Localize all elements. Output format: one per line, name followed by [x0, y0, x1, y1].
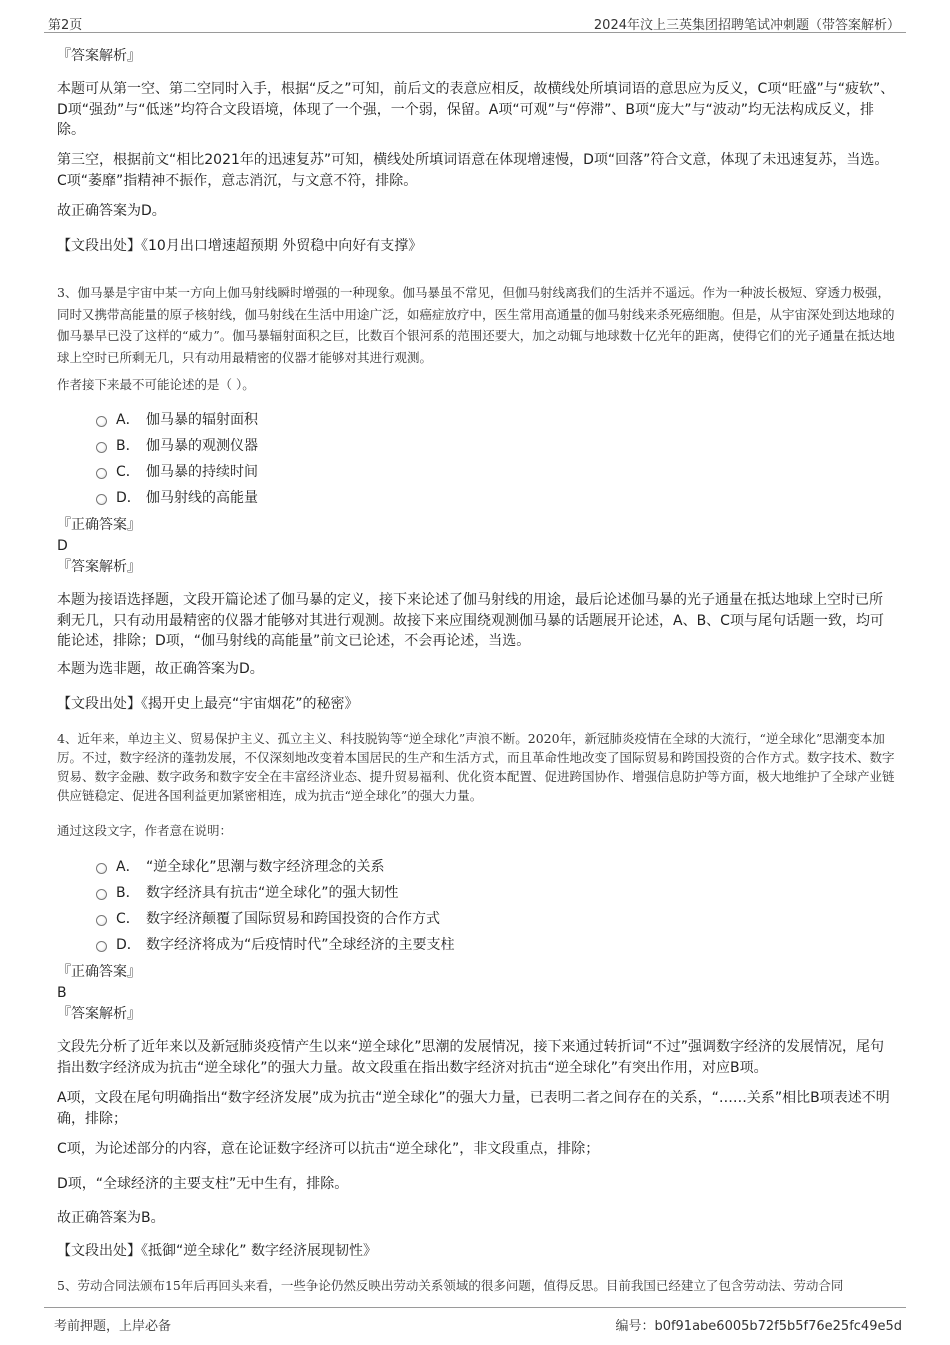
option-c[interactable]: C． 数字经济颠覆了国际贸易和跨国投资的合作方式 — [96, 909, 440, 929]
analysis-paragraph: A项，文段在尾句明确指出“数字经济发展”成为抗击“逆全球化”的强大力量，已表明二者之间存在的关系，“……关系”相比B项表述不明确，排除； — [57, 1090, 890, 1127]
question-prompt: 作者接下来最不可能论述的是（ ）。 — [57, 377, 255, 392]
question-stem: 5、劳动合同法颁布15年后再回头来看，一些争论仍然反映出劳动关系领域的很多问题，值得反思。目前我国已经建立了包含劳动法、劳动合同 — [57, 1278, 844, 1293]
source-citation: 【文段出处】《10月出口增速超预期 外贸稳中向好有支撑》 — [57, 238, 423, 254]
document-id: 编号：b0f91abe6005b72f5b5f76e25fc49e5d — [615, 1319, 902, 1334]
radio-button[interactable] — [96, 889, 107, 900]
correct-answer-label: 『正确答案』 — [57, 964, 141, 980]
radio-button[interactable] — [96, 442, 107, 453]
page-header — [44, 10, 906, 33]
option-a[interactable]: A． “逆全球化”思潮与数字经济理念的关系 — [96, 857, 385, 877]
analysis-paragraph: D项，“全球经济的主要支柱”无中生有，排除。 — [57, 1176, 349, 1192]
radio-button[interactable] — [96, 941, 107, 952]
analysis-label: 『答案解析』 — [57, 48, 141, 64]
radio-button[interactable] — [96, 863, 107, 874]
analysis-label: 『答案解析』 — [57, 559, 141, 575]
document-title: 2024年汶上三英集团招聘笔试冲刺题（带答案解析） — [593, 18, 900, 33]
analysis-paragraph: 第三空，根据前文“相比2021年的迅速复苏”可知，横线处所填词语意在体现增速慢，D项“回落”符合文意，体现了未迅速复苏，当选。C项“萎靡”指精神不振作，意志消沉，与文意不符，排除。 — [57, 152, 889, 189]
question-stem: 4、近年来，单边主义、贸易保护主义、孤立主义、科技脱钩等“逆全球化”声浪不断。2020年，新冠肺炎疫情在全球的大流行，“逆全球化”思潮变本加厉。不过，数字经济的蓬勃发展，不仅深刻地改变着本国居民的生产和生活方式，而且革命性地改变了国际贸易和跨国投资的合作方式。数字技术、数字贸易、数字金融、数字政务和数字安全在丰富经济业态、提升贸易福利、优化资本配置、促进跨国协作、增强信息防护等方面，极大地维护了全球产业链供应链稳定、促进各国利益更加紧密相连，成为抗击“逆全球化”的强大力量。 — [57, 731, 895, 803]
option-a[interactable]: A． 伽马暴的辐射面积 — [96, 410, 258, 430]
correct-answer: D — [57, 538, 68, 554]
analysis-paragraph: 文段先分析了近年来以及新冠肺炎疫情产生以来“逆全球化”思潮的发展情况，接下来通过转折词“不过”强调数字经济的发展情况，尾句指出数字经济成为抗击“逆全球化”的强大力量。故文段重在指出数字经济对抗击“逆全球化”有突出作用，对应B项。 — [57, 1039, 885, 1076]
source-citation: 【文段出处】《抵御“逆全球化” 数字经济展现韧性》 — [57, 1243, 377, 1259]
answer-statement: 故正确答案为D。 — [57, 203, 166, 219]
analysis-label: 『答案解析』 — [57, 1006, 141, 1022]
option-c[interactable]: C． 伽马暴的持续时间 — [96, 462, 258, 482]
radio-button[interactable] — [96, 416, 107, 427]
question-stem: 3、伽马暴是宇宙中某一方向上伽马射线瞬时增强的一种现象。伽马暴虽不常见，但伽马射线离我们的生活并不遥远。作为一种波长极短、穿透力极强，同时又携带高能量的原子核射线，伽马射线在生活中用途广泛，如癌症放疗中，医生常用高通量的伽马射线来杀死癌细胞。但是，从宇宙深处到达地球的伽马暴早已没了这样的“威力”。伽马暴辐射面积之巨，比数百个银河系的范围还要大，加之动辄与地球数十亿光年的距离，使得它们的光子通量在抵达地球上空时已所剩无几，只有动用最精密的仪器才能够对其进行观测。 — [57, 285, 895, 365]
footer-slogan: 考前押题，上岸必备 — [54, 1319, 172, 1334]
page-number: 第2页 — [48, 18, 83, 33]
radio-button[interactable] — [96, 494, 107, 505]
analysis-paragraph: 本题可从第一空、第二空同时入手，根据“反之”可知，前后文的表意应相反，故横线处所填词语的意思应为反义，C项“旺盛”与“疲软”、D项“强劲”与“低迷”均符合文段语境，体现了一个强，一个弱，保留。A项“可观”与“停滞”、B项“庞大”与“波动”均无法构成反义，排除。 — [57, 81, 895, 138]
option-b[interactable]: B． 伽马暴的观测仪器 — [96, 436, 258, 456]
answer-statement: 故正确答案为B。 — [57, 1210, 165, 1226]
radio-button[interactable] — [96, 468, 107, 479]
analysis-paragraph: C项，为论述部分的内容，意在论证数字经济可以抗击“逆全球化”，非文段重点，排除； — [57, 1141, 600, 1157]
option-d[interactable]: D． 数字经济将成为“后疫情时代”全球经济的主要支柱 — [96, 935, 455, 955]
source-citation: 【文段出处】《揭开史上最亮“宇宙烟花”的秘密》 — [57, 696, 359, 712]
correct-answer-label: 『正确答案』 — [57, 517, 141, 533]
analysis-paragraph: 本题为接语选择题，文段开篇论述了伽马暴的定义，接下来论述了伽马射线的用途，最后论述伽马暴的光子通量在抵达地球上空时已所剩无几，只有动用最精密的仪器才能够对其进行观测。故接下来应围绕观测伽马暴的话题展开论述，A、B、C项与尾句话题一致，均可能论述，排除；D项，“伽马射线的高能量”前文已论述，不会再论述，当选。 — [57, 592, 884, 649]
question-prompt: 通过这段文字，作者意在说明： — [57, 823, 233, 838]
radio-button[interactable] — [96, 915, 107, 926]
correct-answer: B — [57, 985, 67, 1001]
option-b[interactable]: B． 数字经济具有抗击“逆全球化”的强大韧性 — [96, 883, 399, 903]
page-footer — [44, 1307, 906, 1334]
option-d[interactable]: D． 伽马射线的高能量 — [96, 488, 258, 508]
answer-statement: 本题为选非题，故正确答案为D。 — [57, 661, 264, 677]
